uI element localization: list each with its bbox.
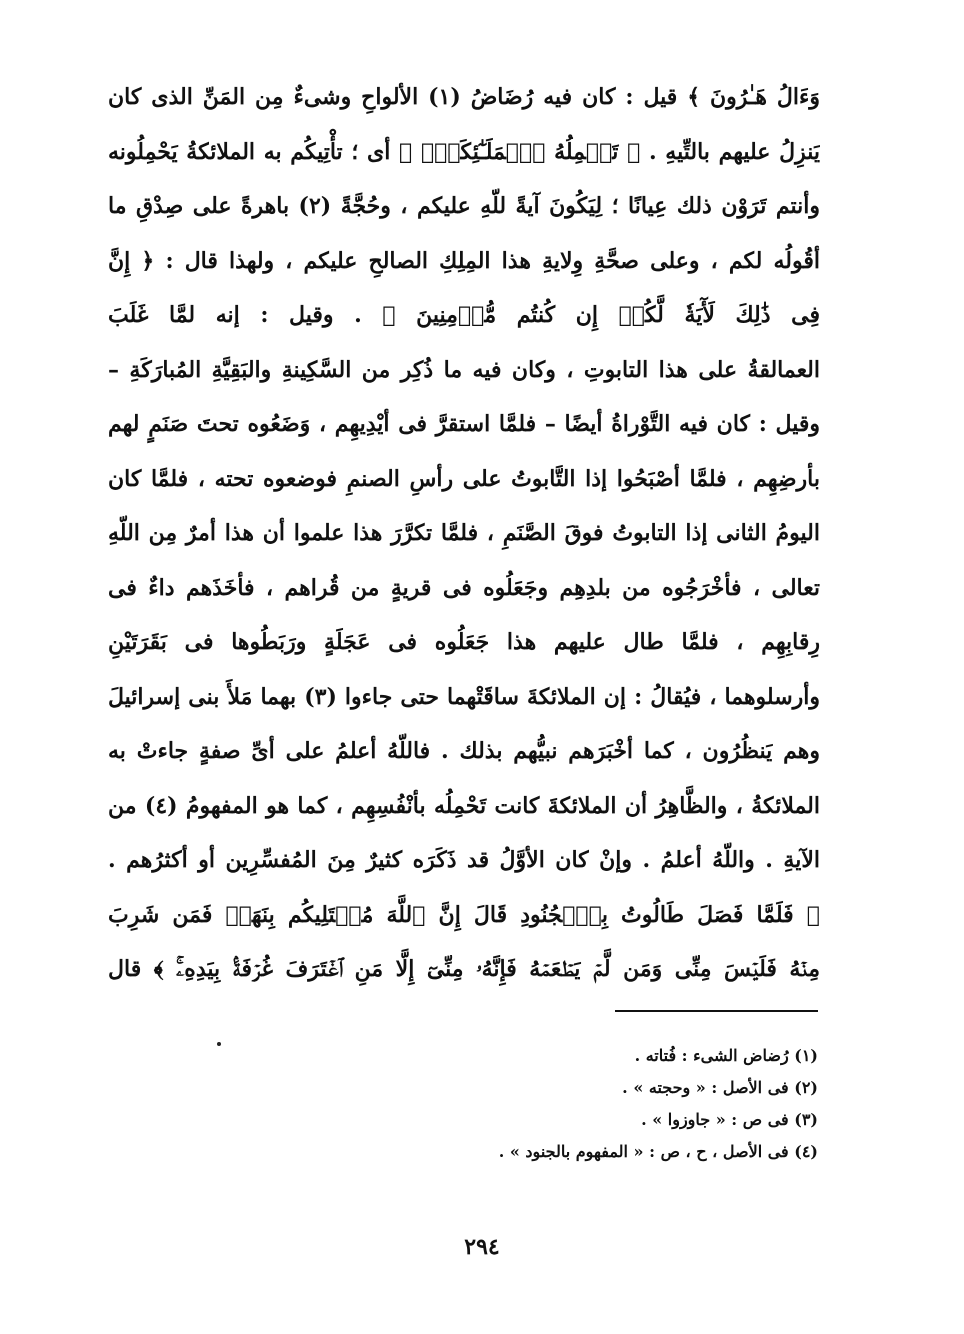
- text-line: رِقابِهِم ، فلمَّا طال عليهم هذا جَعَلُوه فى عَجَلَةٍ ورَبَطُوها فى بَقَرَتَيْنِ: [108, 629, 820, 655]
- text-line: الآيةِ . واللّهُ أعلمُ . وإنْ كان الأوَّلُ قد ذَكَرَه كثيرٌ مِنَ المُفسِّرِين أو أكثرُهم .: [108, 847, 820, 873]
- footnote-separator: [615, 1010, 818, 1012]
- text-line: العمالقةُ على هذا التابوتِ ، وكان فيه ما ذُكِر من السَّكِينةِ والبَقِيَّةِ المُبارَكَةِ –: [108, 356, 820, 383]
- text-line: وقيل : كان فيه التَّوْراةُ أيضًا – فلمَّا استقرَّ فى أيْدِيهِم ، وَضَعُوه تحتَ صَنَمٍ لهم: [108, 411, 820, 437]
- text-line: أقُولُه لكم ، وعلى صحَّةِ وِلايةِ هذا المِلِكِ الصالحِ عليكم ، ولهذا قال : ﴿ إِنَّ: [108, 247, 820, 274]
- text-line: بأرضِهِم ، فلمَّا أصْبَحُوا إذا التَّابوتُ على رأسِ الصنمِ فوضعوه تحته ، فلمَّا كان: [108, 465, 820, 492]
- text-line: ﴿ فَلَمَّا فَصَلَ طَالُوتُ بِٱلۡجُنُودِ قَالَ إِنَّ ٱللَّهَ مُبۡتَلِيكُم بِنَهَرٖ فَمَن شَرِبَ: [108, 901, 820, 928]
- footnote: (٤) فى الأصل ، ح ، ص : « المفهوم بالجنود » .: [498, 1142, 818, 1161]
- text-line: وهم يَنظُرُون ، كما أخْبَرَهم نبيُّهم بذلك . فاللّهُ أعلمُ على أىِّ صفةٍ جاءتْ به: [108, 738, 820, 764]
- text-line: مِنۡهُ فَلَيۡسَ مِنِّى وَمَن لَّمۡ يَطۡعَمۡهُ فَإِنَّهُۥ مِنِّىٓ إِلَّا مَنِ ٱغۡتَرَفَ غُرۡفَةَۢ بِيَدِهِۦۚ ﴾ قال: [108, 956, 820, 982]
- footnote: (٢) فى الأصل : « وحجته » .: [622, 1078, 818, 1097]
- footnote: (٣) فى ص : « جاوزوا » .: [641, 1110, 818, 1129]
- text-line: يَنزِلُ عليهم بالتِّيهِ . ﴿ تَحۡمِلُهُ ٱلۡمَلَـٰٓئِكَةُۚ ﴾ أى ؛ تأْتِيكُم به الملائكةُ يَحْمِلُونه: [108, 138, 820, 165]
- footnote: (١) رُضاض الشىء : فُتاته .: [634, 1046, 818, 1065]
- footnotes: [298, 1040, 818, 1168]
- text-line: تعالى ، فأخْرَجُوه من بلدِهِم وجَعَلُوه فى قريةٍ من قُراهم ، فأخَذَهم داءٌ فى: [108, 574, 820, 601]
- speck-mark: [217, 1042, 221, 1046]
- text-line: وأرسلوهما ، فيُقالُ : إن الملائكةَ ساقَتْهما حتى جاءوا (٣) بهما مَلأَ بنى إسرائيلَ: [108, 683, 820, 710]
- text-line: فِى ذَٰلِكَ لَأٓيَةٗ لَّكُمۡ إِن كُنتُم مُّؤۡمِنِينَ ﴾ . وقيل : إنه لمَّا غَلَبَ: [108, 302, 820, 328]
- text-line: اليومُ الثانى إذا التابوتُ فوقَ الصَّنَمِ ، فلمَّا تكرَّرَ هذا علموا أن هذا أمرٌ مِن اللّهِ: [108, 520, 820, 546]
- text-line: الملائكةُ ، والظَّاهِرُ أن الملائكةَ كانت تَحْمِلُه بأنْفُسِهِم ، كما هو المفهومُ (٤) من: [108, 792, 820, 819]
- text-line: وأنتم تَرَوْن ذلك عِيانًا ؛ لِيَكُونَ آيةً للّهِ عليكم ، وحُجَّةً (٢) باهرةً على صِدْقِ ما: [108, 193, 820, 219]
- page-number: ٢٩٤: [464, 1234, 500, 1260]
- body-text: [108, 70, 820, 997]
- text-line: وَءَالُ هَـٰرُونَ ﴾ قيل : كان فيه رُضَاضُ (١) الألواحِ وشىءٌ مِن المَنِّ الذى كان: [108, 84, 820, 110]
